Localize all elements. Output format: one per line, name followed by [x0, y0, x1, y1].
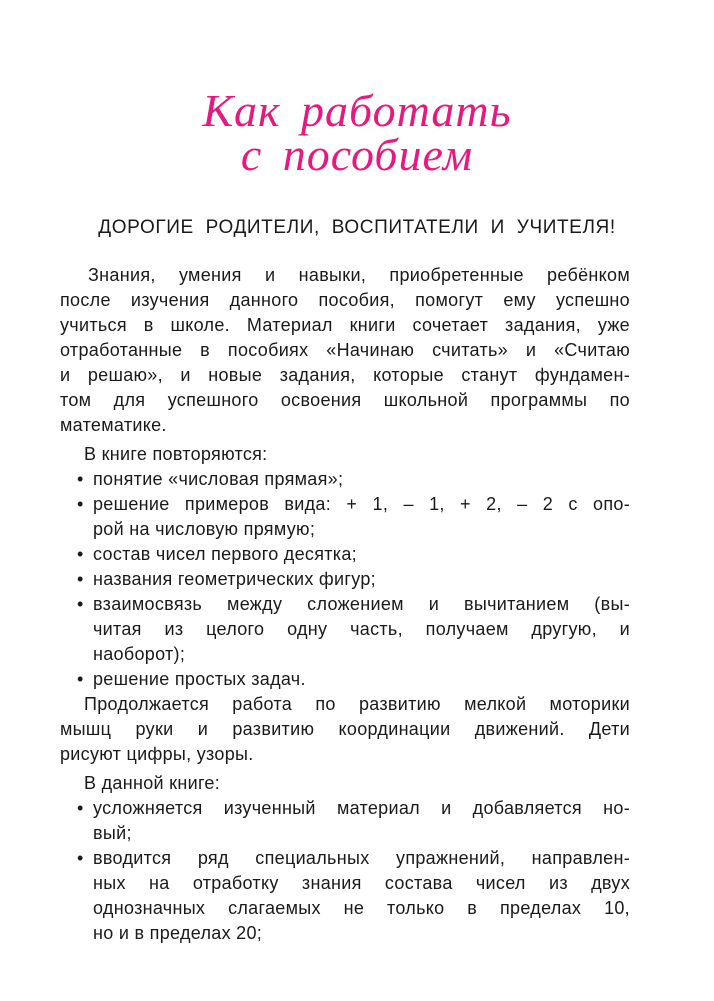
list-item: наоборот); — [93, 644, 186, 664]
list-item: усложняется изученный материал и добавляется но- — [93, 798, 630, 818]
list-item: состав чисел первого десятка; — [93, 544, 357, 564]
intro-line: и решаю», и новые задания, которые станут фундамен- — [60, 365, 630, 385]
page-title-line1: Как работать — [202, 85, 512, 136]
list-item: понятие «числовая прямая»; — [93, 469, 344, 489]
list-heading: В данной книге: — [84, 773, 221, 793]
motor-line: рисуют цифры, узоры. — [60, 744, 254, 764]
list-item: названия геометрических фигур; — [93, 569, 376, 589]
list-item: ных на отработку знания состава чисел из двух — [93, 873, 630, 893]
bullet-icon: • — [77, 544, 84, 564]
intro-line: после изучения данного пособия, помогут ему успешно — [60, 290, 630, 310]
bullet-icon: • — [77, 848, 84, 868]
list-item: однозначных слагаемых не только в пределах 10, — [93, 898, 630, 918]
bullet-icon: • — [77, 669, 84, 689]
list-item: решение примеров вида: + 1, – 1, + 2, – 2 с опо- — [93, 494, 630, 514]
intro-line: том для успешного освоения школьной программы по — [60, 390, 630, 410]
intro-line: математике. — [60, 415, 167, 435]
list-item: рой на числовую прямую; — [93, 519, 316, 539]
intro-line: учиться в школе. Материал книги сочетает задания, уже — [60, 315, 630, 335]
motor-line: мышц руки и развитию координации движений. Дети — [60, 719, 630, 739]
list-item: решение простых задач. — [93, 669, 306, 689]
bullet-icon: • — [77, 798, 84, 818]
bullet-icon: • — [77, 469, 84, 489]
list-item: но и в пределах 20; — [93, 923, 263, 943]
list-item: вводится ряд специальных упражнений, направлен- — [93, 848, 630, 868]
intro-line: Знания, умения и навыки, приобретенные ребёнком — [88, 265, 630, 285]
bullet-icon: • — [77, 494, 84, 514]
motor-line: Продолжается работа по развитию мелкой моторики — [84, 694, 630, 714]
intro-line: отработанные в пособиях «Начинаю считать» и «Считаю — [60, 340, 630, 360]
list-item: взаимосвязь между сложением и вычитанием (вы- — [93, 594, 630, 614]
section-heading: ДОРОГИЕ РОДИТЕЛИ, ВОСПИТАТЕЛИ И УЧИТЕЛЯ! — [98, 217, 616, 238]
list-heading: В книге повторяются: — [84, 444, 268, 464]
bullet-icon: • — [77, 569, 84, 589]
bullet-icon: • — [77, 594, 84, 614]
list-item: читая из целого одну часть, получаем другую, и — [93, 619, 630, 639]
list-item: вый; — [93, 823, 132, 843]
page-title-line2: с пособием — [240, 129, 474, 180]
